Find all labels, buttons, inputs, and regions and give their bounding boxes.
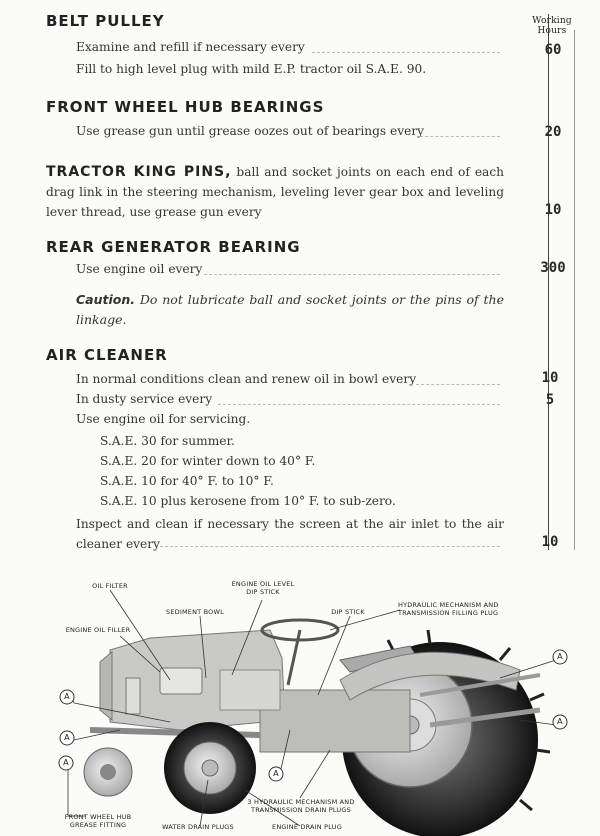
a-marker: A (64, 692, 70, 701)
king-pins-hours: 10 (544, 202, 562, 218)
caution-label: Caution. (76, 292, 136, 307)
label-front-wheel-hub-2: GREASE FITTING (69, 821, 127, 829)
label-hydraulic-filling-plug (398, 601, 528, 617)
label-front-wheel-hub (58, 813, 138, 829)
dot-leader (204, 274, 500, 275)
dot-leader (160, 546, 500, 547)
air-cleaner-hours1: 10 (541, 370, 559, 386)
label-sediment-bowl: SEDIMENT BOWL (166, 608, 224, 616)
air-cleaner-inspect: Inspect and clean if necessary the screen at the air inlet to the air cleaner every (76, 517, 504, 551)
rear-generator-heading: REAR GENERATOR BEARING (46, 238, 301, 256)
label-hydraulic-filling-1: HYDRAULIC MECHANISM AND (398, 601, 499, 609)
front-hub-grease-fitting (84, 748, 132, 796)
sae-item-1: S.A.E. 30 for summer. (100, 434, 235, 448)
label-dip-stick-level-2: DIP STICK (246, 588, 280, 596)
hours-column-rule-outer (574, 30, 575, 550)
sae-item-2: S.A.E. 20 for winter down to 40° F. (100, 454, 316, 468)
rear-generator-hours: 300 (540, 260, 566, 276)
a-marker: A (557, 652, 563, 661)
a-marker: A (63, 758, 69, 767)
air-cleaner-heading: AIR CLEANER (46, 346, 168, 364)
label-dip-stick: DIP STICK (331, 608, 365, 616)
hours-column-rule (548, 14, 549, 550)
working-hours-line2: Hours (537, 26, 567, 36)
front-wheel-line1: Use grease gun until grease oozes out of bearings every (76, 124, 425, 138)
air-cleaner-line3: Use engine oil for servicing. (76, 412, 251, 426)
air-cleaner-line1: In normal conditions clean and renew oil in bowl every (76, 372, 417, 386)
front-tire (164, 722, 256, 814)
air-cleaner-hours2: 5 (545, 392, 555, 408)
belt-pulley-hours: 60 (544, 42, 562, 58)
label-engine-drain-plug: ENGINE DRAIN PLUG (272, 823, 342, 831)
a-marker: A (557, 717, 563, 726)
label-engine-oil-filler: ENGINE OIL FILLER (65, 626, 131, 634)
air-cleaner-hours3: 10 (541, 534, 559, 550)
label-hydraulic-filling-2: TRANSMISSION FILLING PLUG (398, 609, 499, 617)
label-oil-filter: OIL FILTER (92, 582, 128, 590)
sae-item-4: S.A.E. 10 plus kerosene from 10° F. to sub-zero. (100, 494, 396, 508)
king-pins-text: ball and socket joints on each end of each drag link in the steering mechanism, leveling lever gear box and leveling lever thread, use grease gun every (46, 165, 504, 219)
king-pins-paragraph (46, 162, 504, 222)
belt-pulley-line2: Fill to high level plug with mild E.P. tractor oil S.A.E. 90. (76, 62, 427, 76)
dot-leader (416, 384, 500, 385)
rear-generator-line1: Use engine oil every (76, 262, 203, 276)
belt-pulley-heading: BELT PULLEY (46, 12, 165, 30)
air-cleaner-line2: In dusty service every (76, 392, 213, 406)
belt-pulley-line1: Examine and refill if necessary every (76, 40, 305, 54)
label-hydraulic-drain-1: 3 HYDRAULIC MECHANISM AND (247, 798, 355, 806)
caution-text: Do not lubricate ball and socket joints or the pins of the linkage. (76, 292, 504, 327)
king-pins-heading: TRACTOR KING PINS, (46, 164, 232, 180)
dot-leader (312, 52, 500, 53)
caution-note (76, 290, 504, 330)
a-marker: A (64, 733, 70, 742)
label-hydraulic-drain-plugs (246, 798, 356, 814)
working-hours-line1: Working (532, 16, 572, 26)
sae-item-3: S.A.E. 10 for 40° F. to 10° F. (100, 474, 274, 488)
label-dip-stick-level-1: ENGINE OIL LEVEL (231, 580, 295, 588)
front-wheel-heading: FRONT WHEEL HUB BEARINGS (46, 98, 325, 116)
dot-leader (420, 136, 500, 137)
label-dip-stick-level (218, 580, 308, 596)
label-hydraulic-drain-2: TRANSMISSION DRAIN PLUGS (251, 806, 351, 814)
a-marker: A (273, 769, 279, 778)
dot-leader (218, 404, 500, 405)
working-hours-header (528, 16, 576, 36)
label-front-wheel-hub-1: FRONT WHEEL HUB (64, 813, 132, 821)
front-wheel-hours: 20 (544, 124, 562, 140)
label-water-drain-plugs: WATER DRAIN PLUGS (162, 823, 234, 831)
